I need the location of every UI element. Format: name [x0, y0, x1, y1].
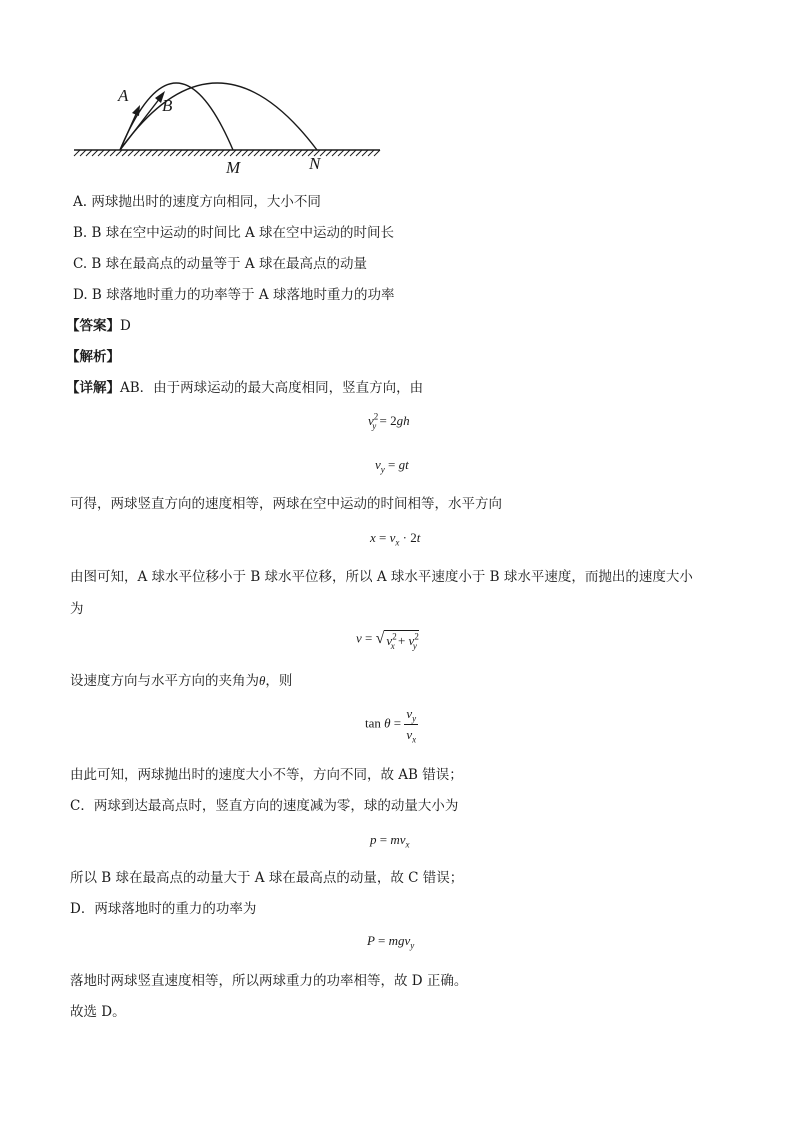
fraction: $\frac{v_y}{v_x}$	[406, 706, 417, 745]
detail-intro	[66, 379, 423, 397]
answer-label: 【答案】	[66, 318, 120, 334]
label-a: A	[118, 86, 129, 105]
paragraph-6: 所以 B 球在最高点的动量大于 A 球在最高点的动量，故 C 错误；	[70, 870, 464, 886]
trajectory-a	[120, 83, 233, 150]
paragraph-2-line-1: 由图可知，A 球水平位移小于 B 球水平位移，所以 A 球水平速度小于 B 球水平速度，而抛出的速度大小	[70, 569, 693, 585]
label-b: B	[162, 96, 173, 115]
sqrt-sign: √ $v^2_x + v^2_y$	[375, 630, 419, 651]
trajectory-b	[120, 83, 317, 150]
trajectory-figure	[60, 60, 400, 185]
option-d: D. B 球落地时重力的功率等于 A 球落地时重力的功率	[73, 287, 395, 303]
option-a: A. 两球抛出时的速度方向相同，大小不同	[73, 194, 321, 210]
equation-5: tan θ = $\frac{v_y}{v_x}$	[365, 706, 417, 745]
paragraph-4: 由此可知，两球抛出时的速度大小不等，方向不同，故 AB 错误；	[70, 767, 463, 783]
paragraph-1: 可得，两球竖直方向的速度相等，两球在空中运动的时间相等，水平方向	[70, 496, 502, 512]
paragraph-8: 落地时两球竖直速度相等，所以两球重力的功率相等，故 D 正确。	[70, 973, 468, 989]
theta-symbol: θ	[259, 673, 266, 688]
detail-text: AB．由于两球运动的最大高度相同，竖直方向，由	[120, 380, 424, 396]
ground-hatching	[74, 150, 380, 156]
option-c: C. B 球在最高点的动量等于 A 球在最高点的动量	[73, 256, 367, 272]
equation-6: $p = mv_x$	[370, 832, 410, 850]
option-b: B. B 球在空中运动的时间比 A 球在空中运动的时间长	[73, 225, 395, 241]
equation-1: $v^2_y = 2gh$	[368, 411, 410, 431]
p3-text: 设速度方向与水平方向的夹角为	[70, 673, 259, 689]
p3-end: ，则	[265, 673, 293, 689]
equation-2: $v_y$ = gt	[375, 457, 409, 475]
equation-4: v = √ $v^2_x + v^2_y$	[356, 630, 419, 651]
label-m: M	[226, 158, 241, 177]
equation-7: P = mgv$_y$	[367, 933, 415, 951]
paragraph-5: C．两球到达最高点时，竖直方向的速度减为零，球的动量大小为	[70, 798, 459, 814]
equation-3: $x = v_x \cdot 2t$	[370, 530, 421, 548]
paragraph-9: 故选 D。	[70, 1004, 126, 1020]
answer-line	[66, 317, 131, 335]
paragraph-3	[70, 672, 292, 690]
arrow-head-a	[132, 105, 140, 116]
detail-label: 【详解】	[66, 380, 120, 396]
paragraph-7: D．两球落地时的重力的功率为	[70, 901, 257, 917]
analysis-heading: 【解析】	[66, 349, 120, 365]
answer-value: D	[120, 318, 131, 334]
label-n: N	[309, 154, 321, 173]
paragraph-2-line-2: 为	[70, 601, 84, 617]
